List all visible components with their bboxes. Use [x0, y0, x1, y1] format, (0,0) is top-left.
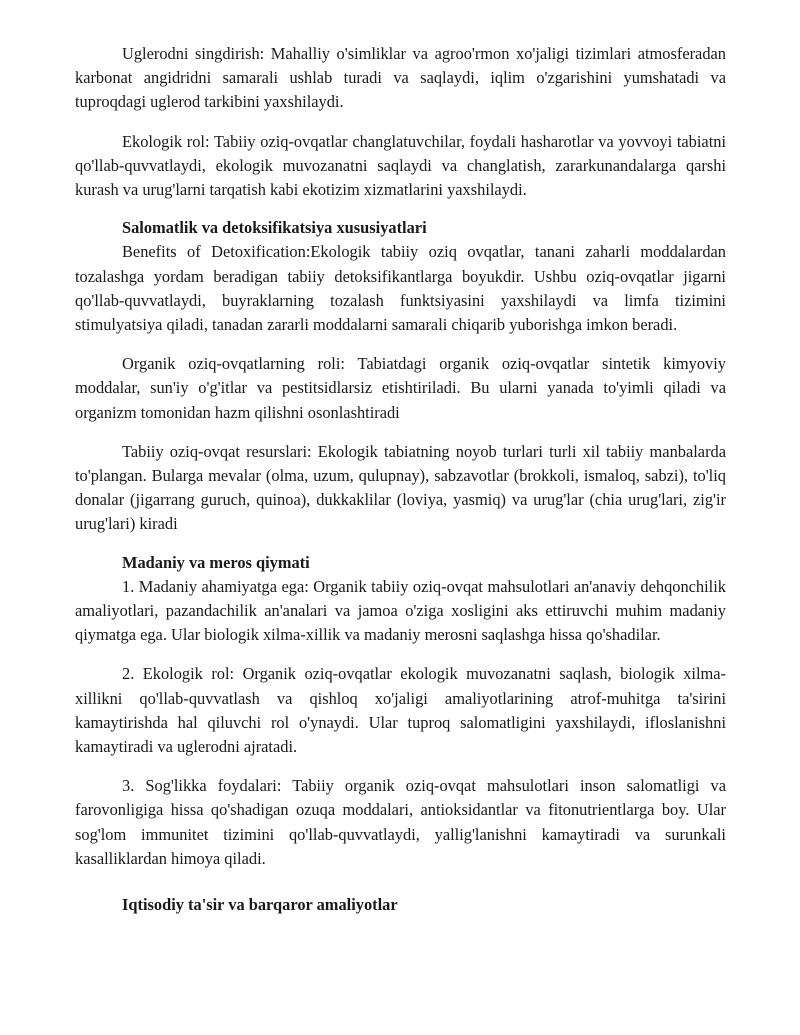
- paragraph-natural-food-resources: Tabiiy oziq-ovqat resurslari: Ekologik tabiatning noyob turlari turli xil tabiiy manbalarda to'plangan. Bularga mevalar (olma, uzum, qulupnay), sabzavotlar (brokkoli, ismaloq, sabzi), to'liq donalar (jigarrang guruch, quinoa), dukkaklilar (loviya, yasmiq) va urug'lar (chia urug'lari, zig'ir urug'lari) kiradi: [75, 441, 726, 534]
- heading-health-detox: Salomatlik va detoksifikatsiya xususiyatlari: [122, 218, 427, 238]
- paragraph-detox-benefits: Benefits of Detoxification:Ekologik tabiiy oziq ovqatlar, tanani zaharli moddalardan tozalashga yordam beradigan tabiiy detoksifikantlarga boyukdir. Ushbu oziq-ovqatlar jigarni qo'llab-quvvatlaydi, buyraklarning tozalash funktsiyasini yaxshilaydi va limfa tizimini stimulyatsiya qiladi, tanadan zararli moddalarni samarali chiqarib yuborishga imkon beradi.: [75, 242, 726, 335]
- document-page: [75, 42, 726, 917]
- paragraph-ecological-role: Ekologik rol: Tabiiy oziq-ovqatlar changlatuvchilar, foydali hasharotlar va yovvoyi tabiatni qo'llab-quvvatlaydi, ekologik muvozanatni saqlaydi va changlatish, zararkunandalarga qarshi kurash va urug'larni tarqatish kabi ekotizim xizmatlarini yaxshilaydi.: [75, 131, 726, 200]
- heading-economic-impact: Iqtisodiy ta'sir va barqaror amaliyotlar: [122, 895, 398, 915]
- paragraph-health-benefits: 3. Sog'likka foydalari: Tabiiy organik oziq-ovqat mahsulotlari inson salomatligi va farovonligiga hissa qo'shadigan ozuqa moddalari, antioksidantlar va fitonutrientlarga boy. Ular sog'lom immunitet tizimini qo'llab-quvvatlaydi, yallig'lanishni kamaytiradi va surunkali kasalliklardan himoya qiladi.: [75, 776, 726, 868]
- paragraph-ecological-role-organic: 2. Ekologik rol: Organik oziq-ovqatlar ekologik muvozanatni saqlash, biologik xilma-xillikni qo'llab-quvvatlash va qishloq xo'jaligi amaliyotlarining atrof-muhitga ta'sirini kamaytirishda hal qiluvchi rol o'ynaydi. Ular tuproq salomatligini yaxshilaydi, ifloslanishni kamaytiradi va uglerodni ajratadi.: [75, 664, 726, 757]
- paragraph-carbon-sequestration: Uglerodni singdirish: Mahalliy o'simliklar va agroo'rmon xo'jaligi tizimlari atmosferadan karbonat angidridni samarali ushlab turadi va saqlaydi, iqlim o'zgarishini yumshatadi va tuproqdagi uglerod tarkibini yaxshilaydi.: [75, 44, 726, 112]
- paragraph-cultural-significance: 1. Madaniy ahamiyatga ega: Organik tabiiy oziq-ovqat mahsulotlari an'anaviy dehqonchilik amaliyotlari, pazandachilik an'analari va jamoa o'ziga xosligini aks ettiruvchi muhim madaniy qiymatga ega. Ular biologik xilma-xillik va madaniy merosni saqlashga hissa qo'shadilar.: [75, 576, 726, 645]
- paragraph-organic-foods-role: Organik oziq-ovqatlarning roli: Tabiatdagi organik oziq-ovqatlar sintetik kimyoviy moddalar, sun'iy o'g'itlar va pestitsidlarsiz etishtiriladi. Bu ularni yanada to'yimli qiladi va organizm tomonidan hazm qilishni osonlashtiradi: [75, 354, 726, 422]
- heading-cultural-heritage: Madaniy va meros qiymati: [122, 552, 310, 572]
